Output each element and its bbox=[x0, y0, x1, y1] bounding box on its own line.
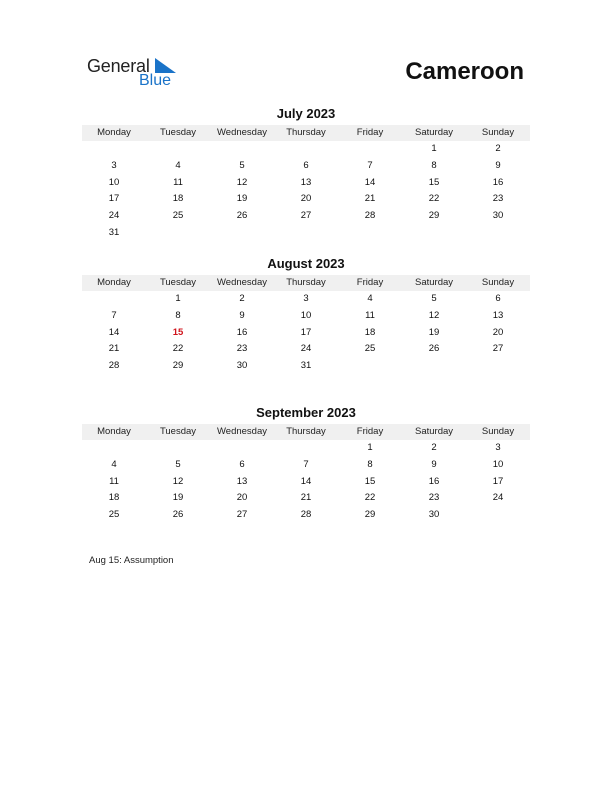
weekday-header: Monday bbox=[97, 277, 131, 288]
day-cell: 14 bbox=[108, 326, 120, 338]
day-cell: 21 bbox=[108, 343, 120, 355]
empty-day-cell bbox=[338, 225, 402, 242]
day-cell: 5 bbox=[175, 458, 181, 470]
week-row bbox=[82, 175, 530, 192]
day-cell: 14 bbox=[364, 176, 376, 188]
day-cell: 26 bbox=[172, 509, 184, 520]
day-cell: 13 bbox=[236, 475, 248, 487]
empty-day-cell bbox=[274, 225, 338, 242]
day-cell: 16 bbox=[492, 176, 504, 188]
day-cell: 7 bbox=[111, 309, 117, 321]
day-cell: 21 bbox=[300, 492, 312, 504]
day-cell: 5 bbox=[431, 293, 437, 304]
weekday-header: Sunday bbox=[481, 426, 515, 437]
day-cell: 28 bbox=[364, 210, 376, 221]
day-cell: 1 bbox=[431, 143, 437, 154]
day-cell: 29 bbox=[172, 360, 184, 371]
day-cell: 30 bbox=[236, 360, 248, 371]
day-cell: 20 bbox=[236, 492, 248, 504]
empty-day-cell bbox=[82, 440, 146, 457]
weekday-header: Friday bbox=[356, 127, 384, 138]
weekday-header: Thursday bbox=[286, 277, 326, 288]
day-cell: 10 bbox=[108, 176, 120, 188]
day-cell: 12 bbox=[236, 176, 248, 188]
empty-day-cell bbox=[82, 141, 146, 158]
weekday-header: Thursday bbox=[286, 127, 326, 138]
weekday-header: Sunday bbox=[481, 277, 515, 288]
day-cell: 3 bbox=[495, 442, 501, 453]
day-cell: 16 bbox=[428, 475, 440, 487]
week-row bbox=[82, 158, 530, 175]
month-title: August 2023 bbox=[267, 256, 345, 271]
day-cell: 10 bbox=[492, 458, 504, 470]
weekday-header: Tuesday bbox=[159, 426, 197, 437]
day-cell: 9 bbox=[495, 159, 501, 171]
empty-day-cell bbox=[210, 141, 274, 158]
empty-day-cell bbox=[146, 141, 210, 158]
day-cell: 27 bbox=[236, 509, 248, 520]
day-cell: 1 bbox=[367, 442, 373, 453]
empty-day-cell bbox=[210, 225, 274, 242]
day-cell: 21 bbox=[364, 193, 376, 205]
day-cell: 16 bbox=[236, 326, 248, 338]
empty-day-cell bbox=[274, 440, 338, 457]
day-cell: 8 bbox=[431, 159, 437, 171]
weekday-header: Tuesday bbox=[159, 127, 197, 138]
day-cell: 3 bbox=[303, 293, 309, 304]
month-title: September 2023 bbox=[256, 405, 356, 420]
day-cell: 4 bbox=[367, 293, 373, 304]
empty-day-cell bbox=[338, 141, 402, 158]
day-cell: 12 bbox=[428, 309, 440, 321]
holiday-day-cell: 15 bbox=[172, 326, 184, 338]
day-cell: 8 bbox=[367, 458, 373, 470]
day-cell: 17 bbox=[492, 475, 504, 487]
day-cell: 15 bbox=[364, 475, 376, 487]
day-cell: 20 bbox=[492, 326, 504, 338]
day-cell: 7 bbox=[303, 458, 309, 470]
empty-day-cell bbox=[466, 358, 530, 375]
week-row bbox=[82, 457, 530, 474]
day-cell: 22 bbox=[428, 193, 440, 205]
day-cell: 2 bbox=[431, 442, 437, 453]
day-cell: 10 bbox=[300, 309, 312, 321]
day-cell: 19 bbox=[236, 193, 248, 205]
week-row bbox=[82, 490, 530, 507]
week-row bbox=[82, 325, 530, 342]
day-cell: 27 bbox=[492, 343, 504, 355]
empty-day-cell bbox=[82, 291, 146, 308]
weekday-header-row bbox=[82, 275, 530, 291]
day-cell: 29 bbox=[428, 210, 440, 221]
weekday-header: Saturday bbox=[414, 277, 454, 288]
weekday-header: Tuesday bbox=[159, 277, 197, 288]
weekday-header: Monday bbox=[97, 426, 131, 437]
weekday-header: Wednesday bbox=[217, 426, 267, 437]
weekday-header: Friday bbox=[356, 426, 384, 437]
empty-day-cell bbox=[274, 141, 338, 158]
logo-text-blue: Blue bbox=[139, 72, 172, 89]
day-cell: 19 bbox=[172, 492, 184, 504]
day-cell: 20 bbox=[300, 193, 312, 205]
week-row bbox=[82, 291, 530, 308]
day-cell: 28 bbox=[108, 360, 120, 371]
day-cell: 7 bbox=[367, 159, 373, 171]
weekday-header: Sunday bbox=[481, 127, 515, 138]
day-cell: 6 bbox=[239, 458, 245, 470]
empty-day-cell bbox=[210, 440, 274, 457]
day-cell: 15 bbox=[428, 176, 440, 188]
day-cell: 30 bbox=[492, 210, 504, 221]
weekday-header: Wednesday bbox=[217, 277, 267, 288]
day-cell: 31 bbox=[300, 360, 312, 371]
day-cell: 11 bbox=[173, 176, 183, 188]
day-cell: 17 bbox=[108, 193, 120, 205]
empty-day-cell bbox=[466, 225, 530, 242]
month-block bbox=[82, 256, 530, 375]
logo-text-general: General bbox=[87, 56, 150, 76]
day-cell: 18 bbox=[172, 193, 184, 205]
day-cell: 9 bbox=[239, 309, 245, 321]
week-row bbox=[82, 507, 530, 524]
empty-day-cell bbox=[402, 225, 466, 242]
day-cell: 5 bbox=[239, 159, 245, 171]
week-row bbox=[82, 440, 530, 457]
day-cell: 28 bbox=[300, 509, 312, 520]
weekday-header: Saturday bbox=[414, 426, 454, 437]
day-cell: 1 bbox=[175, 293, 181, 304]
month-block bbox=[82, 106, 530, 242]
week-row bbox=[82, 474, 530, 491]
day-cell: 4 bbox=[111, 458, 117, 470]
weekday-header: Monday bbox=[97, 127, 131, 138]
month-block bbox=[82, 405, 530, 524]
day-cell: 22 bbox=[364, 492, 376, 504]
weekday-header: Saturday bbox=[414, 127, 454, 138]
week-row bbox=[82, 341, 530, 358]
logo bbox=[87, 56, 187, 92]
day-cell: 17 bbox=[300, 326, 312, 338]
day-cell: 11 bbox=[109, 475, 119, 487]
day-cell: 31 bbox=[108, 226, 120, 238]
day-cell: 30 bbox=[428, 509, 440, 520]
weekday-header: Thursday bbox=[286, 426, 326, 437]
weekday-header: Wednesday bbox=[217, 127, 267, 138]
day-cell: 4 bbox=[175, 159, 181, 171]
day-cell: 29 bbox=[364, 509, 376, 520]
day-cell: 12 bbox=[172, 475, 184, 487]
day-cell: 6 bbox=[495, 293, 501, 304]
day-cell: 24 bbox=[300, 343, 312, 355]
weekday-header-row bbox=[82, 424, 530, 440]
empty-day-cell bbox=[402, 358, 466, 375]
day-cell: 2 bbox=[495, 143, 501, 154]
day-cell: 23 bbox=[428, 492, 440, 504]
day-cell: 2 bbox=[239, 293, 245, 304]
week-row bbox=[82, 191, 530, 208]
day-cell: 18 bbox=[364, 326, 376, 338]
day-cell: 25 bbox=[364, 343, 376, 355]
empty-day-cell bbox=[146, 225, 210, 242]
day-cell: 25 bbox=[172, 210, 184, 221]
day-cell: 11 bbox=[365, 309, 375, 321]
week-row bbox=[82, 225, 530, 242]
day-cell: 22 bbox=[172, 343, 184, 355]
holiday-note: Aug 15: Assumption bbox=[89, 555, 174, 566]
day-cell: 13 bbox=[492, 309, 504, 321]
day-cell: 3 bbox=[111, 159, 117, 171]
weekday-header-row bbox=[82, 125, 530, 141]
day-cell: 24 bbox=[108, 210, 120, 221]
day-cell: 26 bbox=[236, 210, 248, 221]
day-cell: 18 bbox=[108, 492, 120, 504]
day-cell: 25 bbox=[108, 509, 120, 520]
weekday-header: Friday bbox=[356, 277, 384, 288]
day-cell: 24 bbox=[492, 492, 504, 504]
day-cell: 13 bbox=[300, 176, 312, 188]
day-cell: 9 bbox=[431, 458, 437, 470]
day-cell: 26 bbox=[428, 343, 440, 355]
empty-day-cell bbox=[466, 507, 530, 524]
month-title: July 2023 bbox=[276, 106, 336, 121]
week-row bbox=[82, 141, 530, 158]
country-title: Cameroon bbox=[405, 58, 524, 85]
day-cell: 14 bbox=[300, 475, 312, 487]
day-cell: 8 bbox=[175, 309, 181, 321]
day-cell: 23 bbox=[236, 343, 248, 355]
empty-day-cell bbox=[338, 358, 402, 375]
week-row bbox=[82, 358, 530, 375]
week-row bbox=[82, 208, 530, 225]
empty-day-cell bbox=[146, 440, 210, 457]
day-cell: 19 bbox=[428, 326, 440, 338]
day-cell: 27 bbox=[300, 210, 312, 221]
week-row bbox=[82, 308, 530, 325]
day-cell: 6 bbox=[303, 159, 309, 171]
day-cell: 23 bbox=[492, 193, 504, 205]
